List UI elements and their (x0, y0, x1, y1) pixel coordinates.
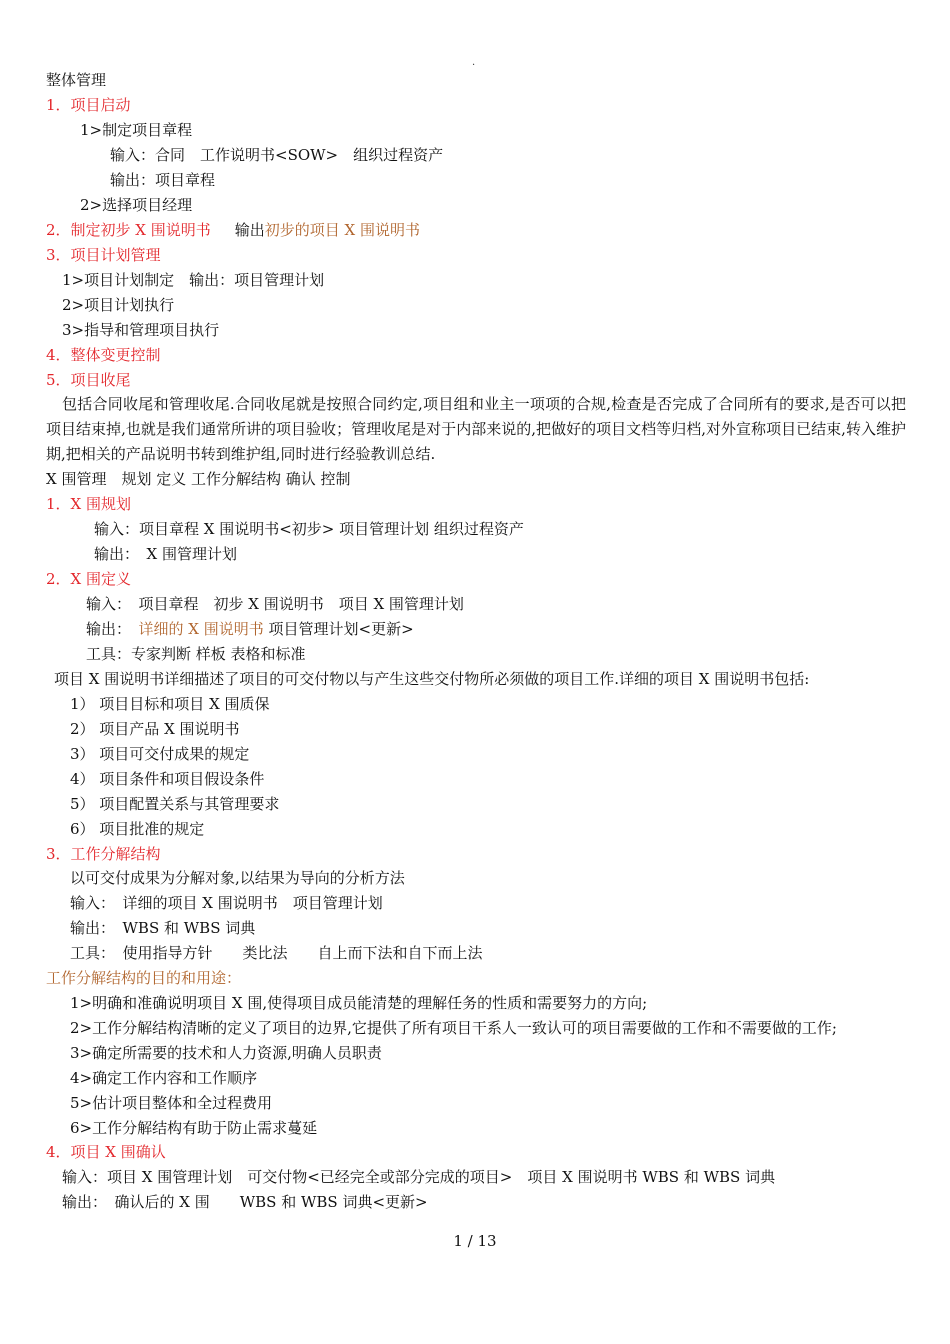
scope-definition-output-rest: 项目管理计划<更新> (263, 620, 414, 638)
list-item: 1） 项目目标和项目 X 围质保 (70, 695, 270, 713)
heading-closing: 5．项目收尾 (46, 371, 131, 389)
purpose-item: 4>确定工作内容和工作顺序 (70, 1069, 258, 1087)
heading-change-control: 4．整体变更控制 (46, 346, 161, 364)
heading-wbs: 3．工作分解结构 (46, 845, 161, 863)
purpose-item: 3>确定所需要的技术和人力资源,明确人员职责 (70, 1044, 382, 1062)
list-item: 5） 项目配置关系与其管理要求 (70, 795, 280, 813)
scope-definition-output-label: 输出： (86, 620, 139, 638)
purpose-item: 1>明确和准确说明项目 X 围,使得项目成员能清楚的理解任务的性质和需要努力的方向; (70, 994, 648, 1012)
page-number: 1 / 13 (453, 1232, 497, 1250)
charter-input: 输入：合同 工作说明书<SOW> 组织过程资产 (110, 146, 444, 164)
scope-verification-output: 输出： 确认后的 X 围 WBS 和 WBS 词典<更新> (62, 1193, 428, 1211)
preliminary-output-label: 输出 (234, 221, 265, 239)
purpose-item: 6>工作分解结构有助于防止需求蔓延 (70, 1119, 318, 1137)
purpose-item: 2>工作分解结构清晰的定义了项目的边界,它提供了所有项目干系人一致认可的项目需要做的工作和不需要做的工作; (70, 1019, 837, 1037)
scope-definition-input: 输入： 项目章程 初步 X 围说明书 项目 X 围管理计划 (86, 595, 464, 613)
heading-scope-definition: 2．X 围定义 (46, 570, 131, 588)
list-item: 4） 项目条件和项目假设条件 (70, 770, 265, 788)
scope-statement-description: 项目 X 围说明书详细描述了项目的可交付物以与产生这些交付物所必须做的项目工作.详细的项目 X 围说明书包括: (54, 670, 810, 688)
heading-project-initiation: 1．项目启动 (46, 96, 131, 114)
heading-scope-verification: 4．项目 X 围确认 (46, 1143, 166, 1161)
scope-planning-output: 输出： X 围管理计划 (94, 545, 237, 563)
wbs-output: 输出： WBS 和 WBS 词典 (70, 919, 256, 937)
sub-charter: 1>制定项目章程 (80, 121, 193, 139)
scope-title: X 围管理 规划 定义 工作分解结构 确认 控制 (46, 470, 351, 488)
wbs-input: 输入： 详细的项目 X 围说明书 项目管理计划 (70, 894, 383, 912)
plan-develop: 1>项目计划制定 输出：项目管理计划 (62, 271, 325, 289)
charter-output: 输出：项目章程 (110, 171, 216, 189)
scope-definition-output (86, 617, 414, 642)
list-item: 3） 项目可交付成果的规定 (70, 745, 250, 763)
scope-definition-output-detail: 详细的 X 围说明书 (138, 620, 264, 638)
list-item: 2） 项目产品 X 围说明书 (70, 720, 240, 738)
list-item: 6） 项目批准的规定 (70, 820, 205, 838)
heading-scope-planning: 1．X 围规划 (46, 495, 131, 513)
purpose-item: 5>估计项目整体和全过程费用 (70, 1094, 273, 1112)
scope-verification-input: 输入：项目 X 围管理计划 可交付物<已经完全或部分完成的项目> 项目 X 围说明书 WBS 和 WBS 词典 (62, 1168, 776, 1186)
closing-paragraph: 包括合同收尾和管理收尾.合同收尾就是按照合同约定,项目组和业主一项项的合规,检查是否完成了合同所有的要求,是否可以把项目结束掉,也就是我们通常所讲的项目验收；管理收尾是对于内部来说的,把做好的项目文档等归档,对外宣称项目已结束,转入维护期,把相关的产品说明书转到维护组,同时进行经验教训总结. (46, 395, 906, 463)
plan-direct: 3>指导和管理项目执行 (62, 321, 220, 339)
wbs-description: 以可交付成果为分解对象,以结果为导向的分析方法 (70, 869, 405, 887)
scope-definition-tools: 工具：专家判断 样板 表格和标准 (86, 645, 306, 663)
scope-planning-input: 输入：项目章程 X 围说明书<初步> 项目管理计划 组织过程资产 (94, 520, 524, 538)
integration-title: 整体管理 (46, 71, 107, 89)
wbs-tools: 工具： 使用指导方针 类比法 自上而下法和自下而上法 (70, 944, 483, 962)
preliminary-output-value: 初步的项目 X 围说明书 (264, 221, 420, 239)
sub-select-pm: 2>选择项目经理 (80, 196, 193, 214)
plan-execute: 2>项目计划执行 (62, 296, 175, 314)
heading-plan-management: 3．项目计划管理 (46, 246, 161, 264)
heading-preliminary-scope (46, 218, 420, 243)
wbs-purpose-title: 工作分解结构的目的和用途： (46, 969, 242, 987)
header-mark: . (472, 57, 476, 68)
heading-preliminary-scope-text: 2．制定初步 X 围说明书 (46, 221, 211, 239)
